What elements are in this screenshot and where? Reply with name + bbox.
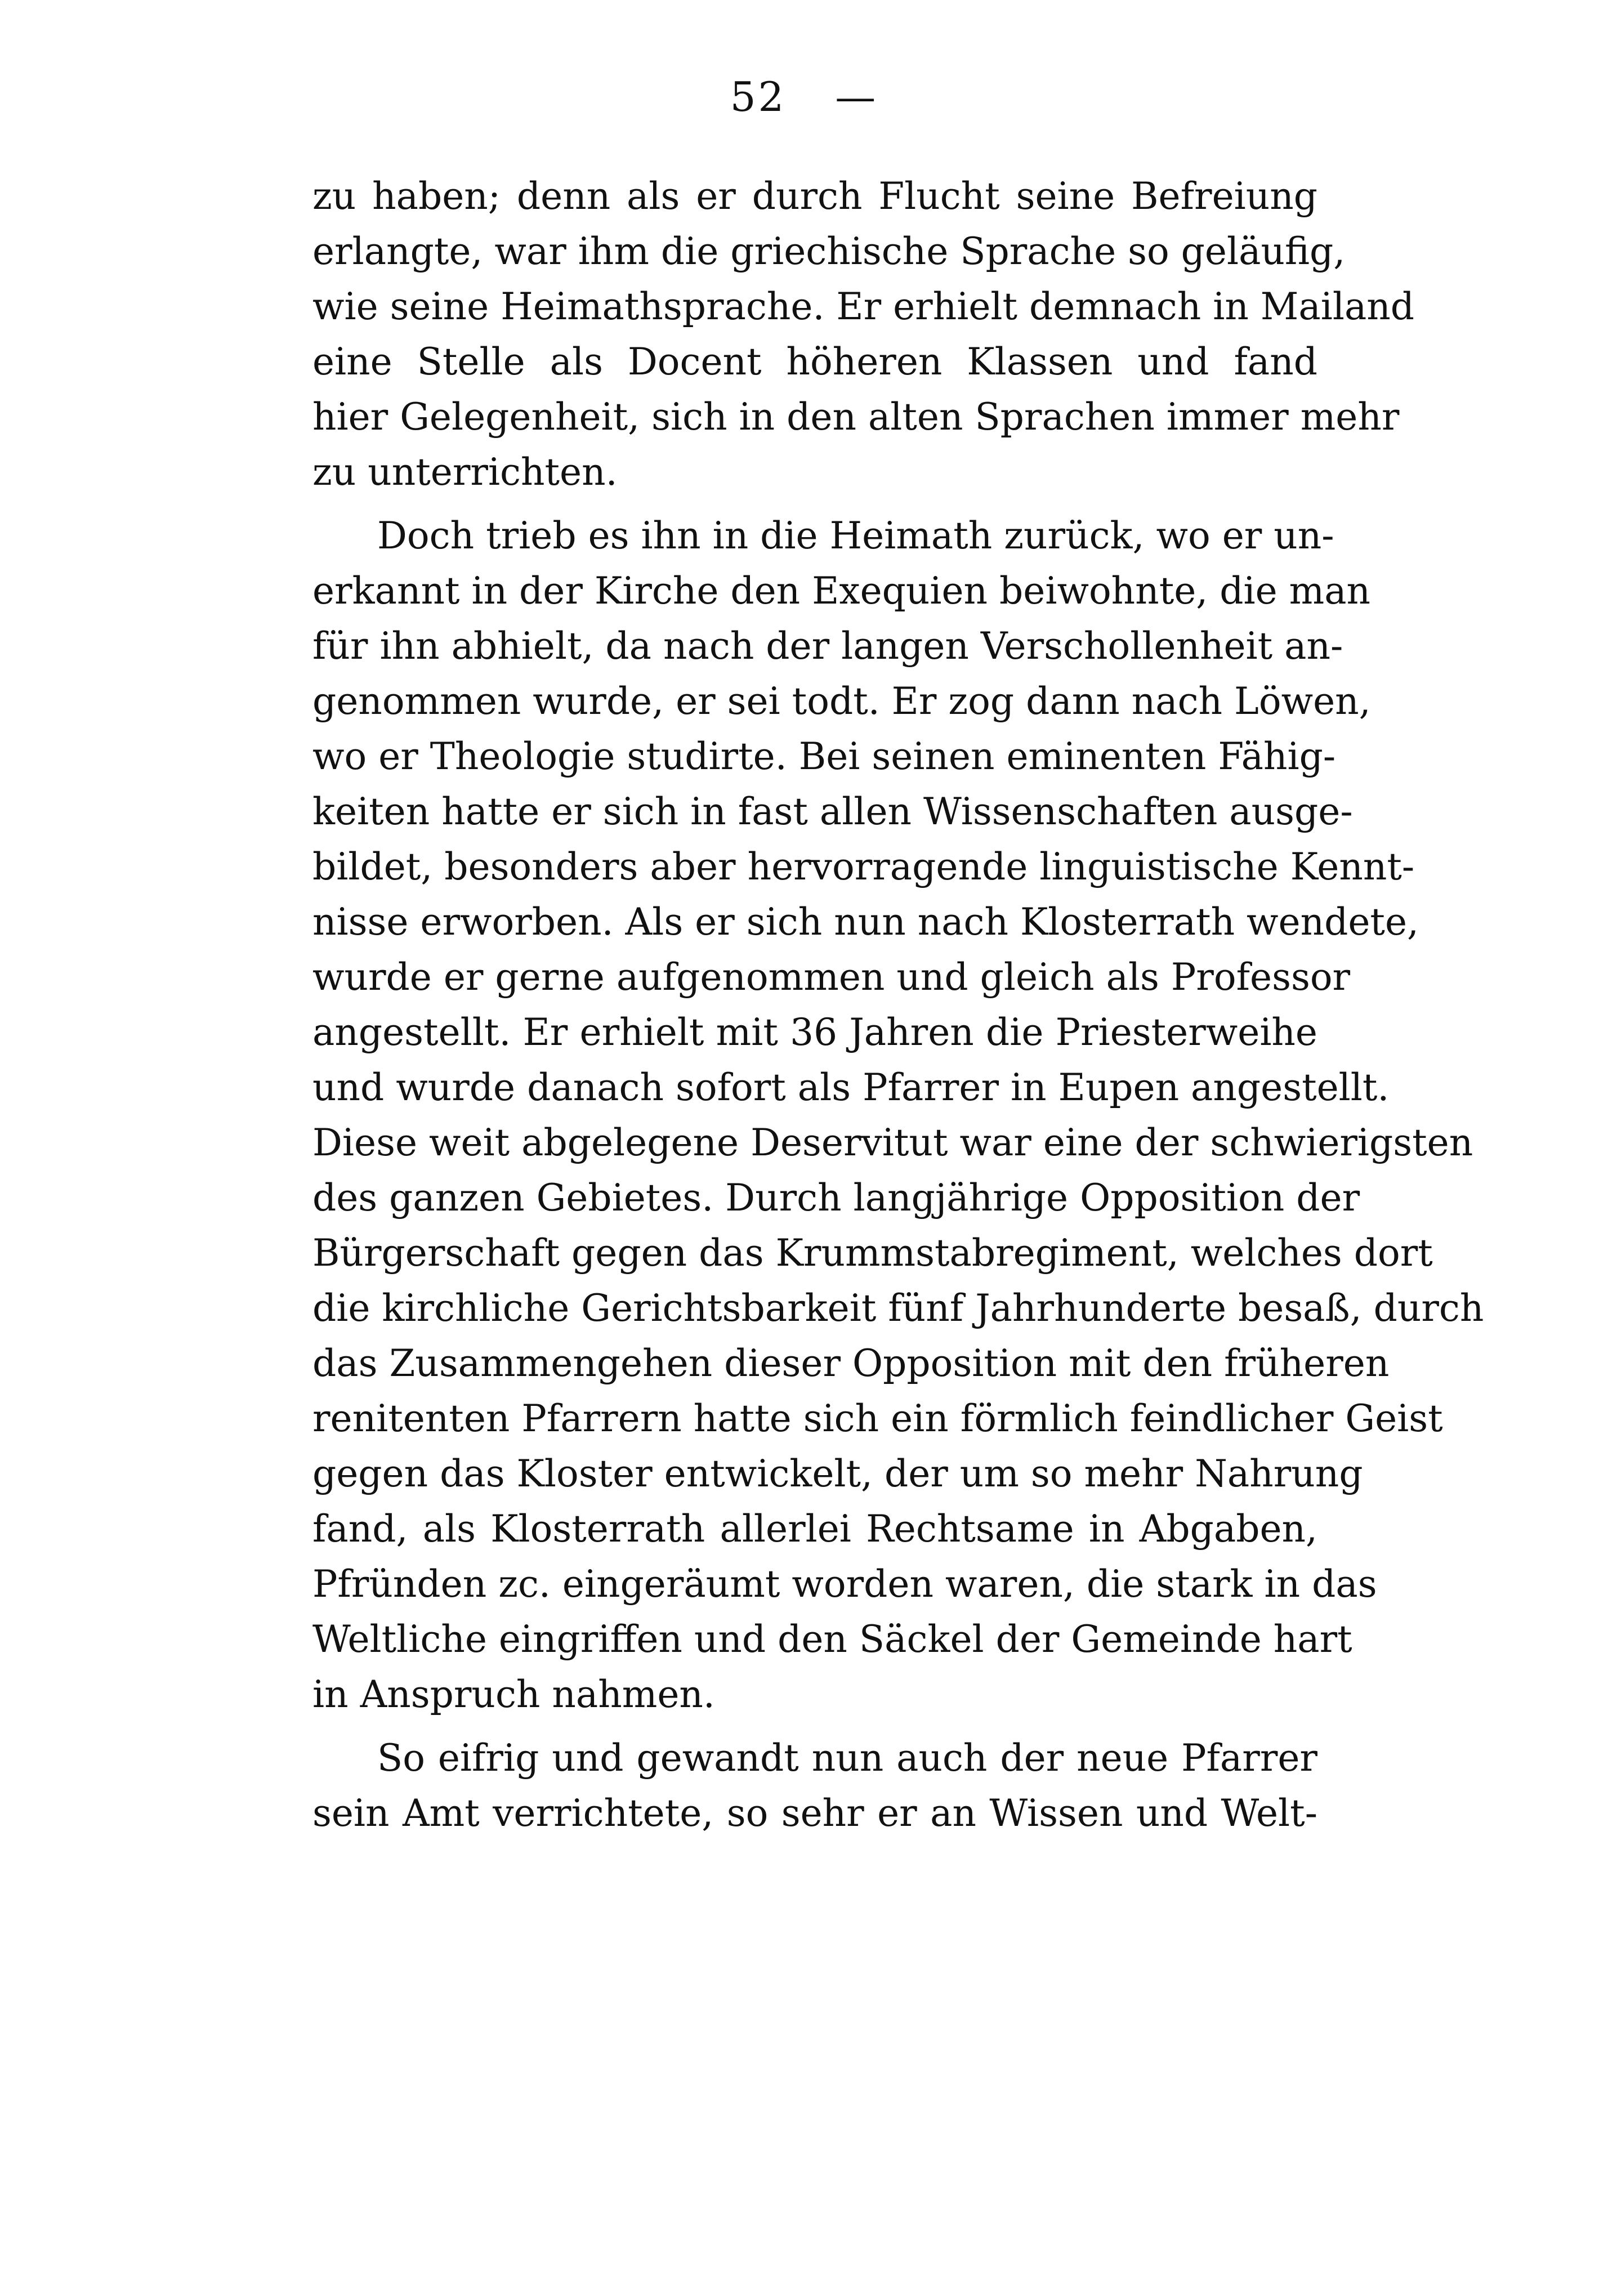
text-line: Diese weit abgelegene Deservitut war eine der schwierigsten xyxy=(312,1121,1473,1164)
header-dash: — xyxy=(835,73,878,120)
body-text xyxy=(312,169,1484,1841)
text-line: genommen wurde, er sei todt. Er zog dann nach Löwen, xyxy=(312,680,1371,723)
text-line: bildet, besonders aber hervorragende linguistische Kennt- xyxy=(312,845,1415,888)
text-line: keiten hatte er sich in fast allen Wissenschaften ausge- xyxy=(312,790,1353,833)
text-line: renitenten Pfarrern hatte sich ein förmlich feindlicher Geist xyxy=(312,1397,1443,1440)
text-line: für ihn abhielt, da nach der langen Verschollenheit an- xyxy=(312,624,1343,668)
text-line: zu haben; denn als er durch Flucht seine Befreiung xyxy=(312,175,1317,218)
page-header xyxy=(0,73,1608,120)
text-line: nisse erworben. Als er sich nun nach Klosterrath wendete, xyxy=(312,900,1419,944)
text-line: So eifrig und gewandt nun auch der neue Pfarrer xyxy=(377,1736,1317,1780)
text-line: in Anspruch nahmen. xyxy=(312,1673,715,1716)
text-line: die kirchliche Gerichtsbarkeit fünf Jahrhunderte besaß, durch xyxy=(312,1287,1484,1330)
text-line: sein Amt verrichtete, so sehr er an Wissen und Welt- xyxy=(312,1792,1317,1835)
text-line: Weltliche eingriffen und den Säckel der Gemeinde hart xyxy=(312,1618,1352,1661)
paragraph-2 xyxy=(312,508,1484,1722)
text-line: angestellt. Er erhielt mit 36 Jahren die Priesterweihe xyxy=(312,1011,1317,1054)
text-line: Doch trieb es ihn in die Heimath zurück, wo er un- xyxy=(377,514,1334,557)
paragraph-3 xyxy=(312,1731,1317,1841)
text-line: Pfründen zc. eingeräumt worden waren, die stark in das xyxy=(312,1562,1377,1606)
text-line: fand, als Klosterrath allerlei Rechtsame in Abgaben, xyxy=(312,1507,1317,1551)
paragraph-1 xyxy=(312,169,1415,500)
text-line: das Zusammengehen dieser Opposition mit den früheren xyxy=(312,1342,1390,1385)
text-line: und wurde danach sofort als Pfarrer in Eupen angestellt. xyxy=(312,1066,1390,1109)
text-line: wurde er gerne aufgenommen und gleich als Professor xyxy=(312,955,1351,999)
text-line: hier Gelegenheit, sich in den alten Sprachen immer mehr xyxy=(312,395,1400,439)
text-line: erlangte, war ihm die griechische Sprache so geläufig, xyxy=(312,230,1346,273)
text-line: wo er Theologie studirte. Bei seinen eminenten Fähig- xyxy=(312,735,1336,778)
text-line: wie seine Heimathsprache. Er erhielt demnach in Mailand xyxy=(312,285,1415,328)
text-line: eine Stelle als Docent höheren Klassen und fand xyxy=(312,340,1317,383)
text-line: des ganzen Gebietes. Durch langjährige Opposition der xyxy=(312,1176,1360,1220)
text-line: zu unterrichten. xyxy=(312,450,618,494)
text-line: gegen das Kloster entwickelt, der um so mehr Nahrung xyxy=(312,1452,1363,1495)
text-line: erkannt in der Kirche den Exequien beiwohnte, die man xyxy=(312,569,1371,613)
page-number: 52 xyxy=(730,73,787,120)
text-line: Bürgerschaft gegen das Krummstabregiment, welches dort xyxy=(312,1231,1433,1275)
